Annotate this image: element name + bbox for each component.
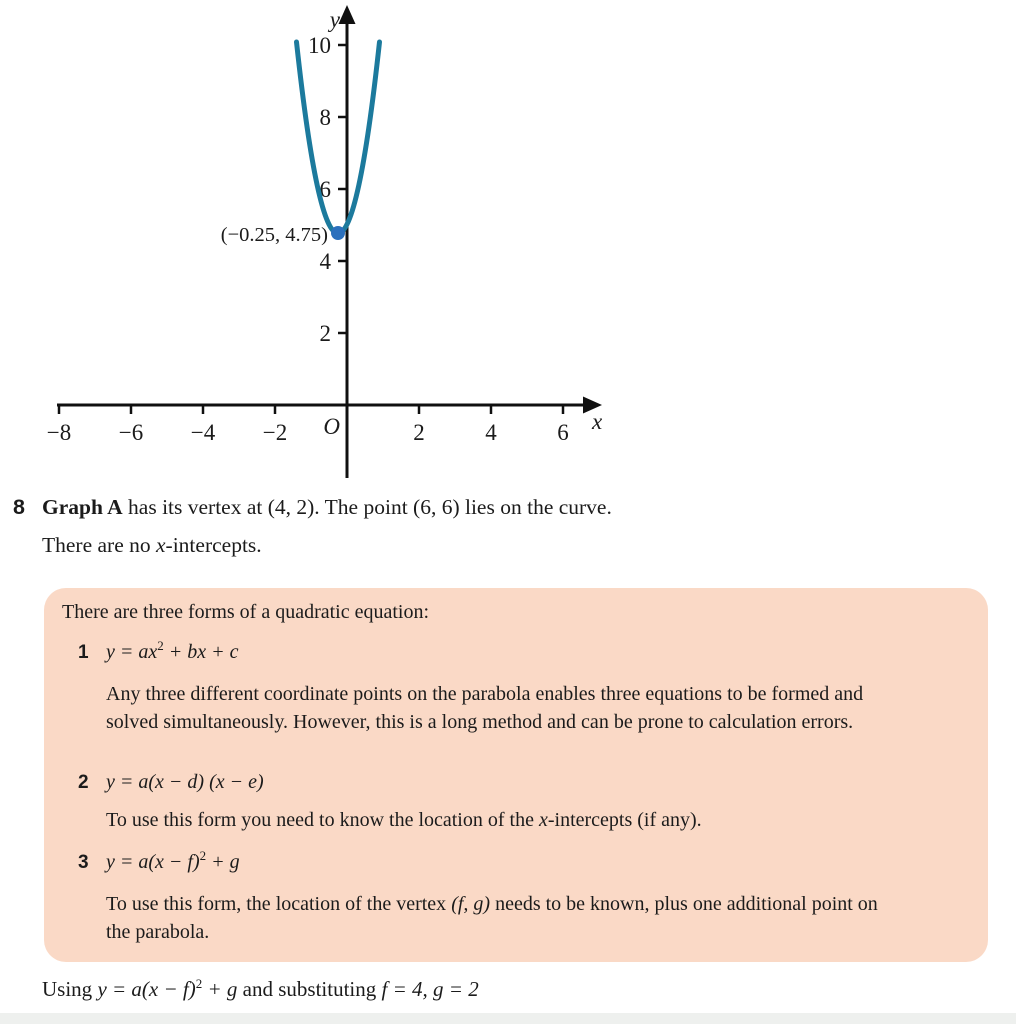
x-tick-label: −4	[190, 420, 216, 445]
equation-standard-form	[106, 638, 239, 663]
y-tick-label: 8	[319, 105, 331, 130]
question-bold-lead: Graph A	[42, 495, 123, 519]
vertex-point-label: (−0.25, 4.75)	[220, 224, 328, 246]
info-box-intro: There are three forms of a quadratic equation:	[62, 601, 430, 623]
description-var: x	[538, 809, 548, 831]
y-tick-label: 10	[308, 33, 331, 58]
info-box	[44, 588, 988, 962]
question-line	[13, 494, 612, 520]
equation-part: y = a(x − d) (x − e)	[106, 771, 264, 793]
x-axis-label: x	[592, 409, 603, 434]
question-line2-var: x	[156, 533, 166, 557]
working-substitution: f = 4, g = 2	[381, 977, 479, 1001]
working-line-mid: and substituting	[237, 977, 382, 1001]
quadratic-graph	[0, 0, 1016, 482]
x-tick-label: 2	[413, 420, 425, 445]
item-number: 2	[78, 772, 89, 793]
question-line2-post: -intercepts.	[165, 533, 262, 557]
equation-1-description	[106, 680, 906, 736]
equation-exponent: 2	[157, 638, 164, 653]
x-tick-label: −2	[262, 420, 288, 445]
equation-row-2	[78, 768, 264, 798]
x-tick-label: −6	[118, 420, 144, 445]
working-line-pre: Using	[42, 977, 98, 1001]
equation-part: y = ax	[106, 641, 158, 663]
question-text: has its vertex at (4, 2). The point (6, 6) lies on the curve.	[122, 495, 612, 519]
equation-3-description	[106, 890, 906, 946]
origin-label: O	[323, 414, 340, 439]
y-tick-label: 4	[319, 249, 331, 274]
page-bottom-edge	[0, 1013, 1016, 1024]
item-number: 1	[78, 642, 89, 663]
description-text: Any three different coordinate points on the parabola enables three equations to be formed and solved simultaneously. However, this is a long method and can be prone to calculation errors.	[106, 683, 864, 733]
equation-row-1	[78, 638, 239, 668]
equation-part: y = a(x − f)	[106, 851, 200, 873]
equation-part: + bx + c	[163, 641, 239, 663]
equation-part: + g	[202, 977, 238, 1001]
equation-exponent: 2	[199, 848, 207, 863]
question-number: 8	[13, 495, 25, 519]
equation-row-3	[78, 848, 240, 878]
question-line2	[42, 532, 262, 558]
vertex-point	[331, 226, 345, 240]
description-var: (f, g)	[451, 893, 491, 915]
equation-exponent: 2	[195, 976, 203, 991]
item-number: 3	[78, 852, 89, 873]
x-tick-label: 6	[557, 420, 569, 445]
y-axis-arrow-icon	[339, 5, 356, 24]
x-tick-label: −8	[46, 420, 72, 445]
description-text: To use this form, the location of the vertex	[106, 893, 452, 915]
graph-canvas	[0, 0, 1016, 482]
question-line2-pre: There are no	[42, 533, 156, 557]
description-text: -intercepts (if any).	[547, 809, 702, 831]
working-equation	[97, 977, 237, 1001]
equation-vertex-form	[106, 848, 240, 873]
equation-factored-form	[106, 771, 264, 793]
equation-2-description	[106, 806, 906, 834]
description-text: needs to be known, plus one additional point on the parabola.	[106, 893, 878, 943]
description-text: To use this form you need to know the location of the	[106, 809, 539, 831]
y-tick-label: 2	[319, 321, 331, 346]
equation-part: + g	[206, 851, 240, 873]
y-tick-label: 6	[319, 177, 331, 202]
parabola-curve	[297, 42, 380, 233]
equation-part: y = a(x − f)	[97, 977, 196, 1001]
x-tick-label: 4	[485, 420, 497, 445]
y-axis-label: y	[329, 7, 340, 32]
working-line	[42, 974, 479, 1007]
